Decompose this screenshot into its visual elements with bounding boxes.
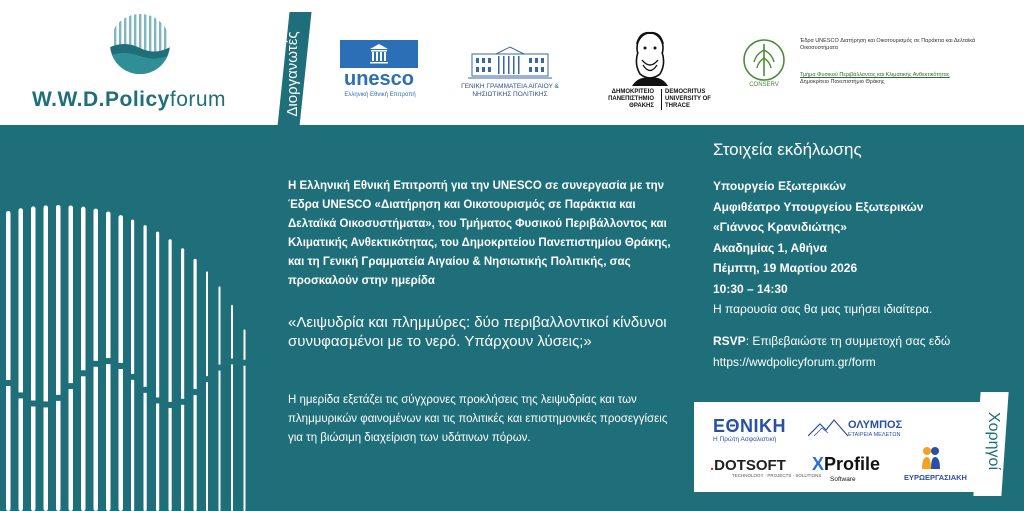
decorative-bar (144, 225, 147, 511)
details-heading: Στοιχεία εκδήλωσης (713, 140, 862, 159)
decorative-bar (219, 286, 221, 511)
sponsors-label: Χορηγοί (985, 411, 1002, 471)
decorative-bar-gap (6, 380, 12, 386)
rsvp-link[interactable]: https://wwdpolicyforum.gr/form (713, 354, 876, 369)
sponsor-olympos-logo: ΟΛΥΜΠΟΣ (848, 419, 903, 431)
decorative-bar-gap (218, 365, 221, 371)
dotsoft-word: DOTSOFT (714, 457, 786, 474)
decorative-bar (6, 211, 11, 511)
conserv-logo-icon (738, 36, 790, 88)
decorative-bar-gap (231, 358, 234, 364)
wwd-logo-icon (108, 12, 172, 76)
sponsor-ethniki-tagline: Η Πρώτη Ασφαλιστική (713, 436, 777, 443)
decorative-bar-gap (193, 389, 197, 395)
brand-suffix: forum (169, 88, 227, 111)
organizers-label: Διοργανωτές (284, 31, 301, 117)
ministry-building-icon (462, 44, 558, 84)
decorative-bar-gap (31, 401, 37, 407)
dotsoft-dot: . (710, 457, 715, 474)
decorative-bar-gap (181, 399, 185, 405)
sponsor-ethniki-logo: ΕΘΝΙΚΗ (713, 416, 787, 436)
decorative-bar (231, 305, 233, 511)
decorative-bar (131, 220, 134, 511)
profile-x-mark: X (812, 454, 825, 474)
event-time: 10:30 – 14:30 (713, 281, 788, 296)
euroergasiaki-icon (918, 445, 944, 471)
department-text (800, 72, 1000, 86)
department-university: Δημοκρίτειο Πανεπιστήμιο Θράκης (800, 79, 885, 85)
conserv-wordmark: CONSERV (749, 82, 779, 88)
ministry-name: ΓΕΝΙΚΗ ΓΡΑΜΜΑΤΕΙΑ ΑΙΓΑΙΟΥ & ΝΗΣΙΩΤΙΚΗΣ ΠΟΛΙΤΙΚΗΣ (461, 83, 559, 98)
rsvp-block (713, 331, 1003, 372)
brand-strong: Policy (105, 88, 170, 111)
rsvp-text: : Επιβεβαιώστε τη συμμετοχή σας εδώ (745, 334, 951, 348)
event-details (713, 176, 993, 320)
decorative-bar (56, 205, 61, 511)
decorative-bar (181, 248, 184, 511)
decorative-bar-gap (143, 387, 147, 393)
decorative-bar (156, 232, 159, 511)
decorative-bar-gap (43, 401, 49, 407)
sponsor-euroergasiaki-logo: ΕΥΡΩΕΡΓΑΣΙΑΚΗ (904, 473, 967, 482)
mountain-icon (808, 418, 848, 438)
sponsor-profile-tagline: Software (830, 476, 856, 483)
decorative-bar-gap (93, 361, 99, 367)
event-title: «Λειψυδρία και πλημμύρες: δύο περιβαλλοντικοί κίνδυνοι συνυφασμένοι με το νερό. Υπάρχουν λύσεις;» (288, 314, 667, 350)
unesco-wordmark: unesco (343, 68, 415, 90)
sponsor-olympos-tagline: ΕΤΑΙΡΕΙΑ ΜΕΛΕΤΩΝ (848, 432, 901, 438)
decorative-bar-gap (168, 402, 172, 408)
unesco-temple-icon (340, 40, 418, 68)
decorative-bar (44, 205, 49, 511)
rsvp-label: RSVP (713, 334, 746, 348)
event-description: Η ημερίδα εξετάζει τις σύγχρονες προκλήσεις της λειψυδρίας και των πλημμυρικών φαινομένων και τις πολιτικές και επιστημονικές προσεγγίσεις για τη βιώσιμη διαχείριση των υδάτινων πόρων. (288, 394, 668, 444)
venue-address: Ακαδημίας 1, Αθήνα (713, 240, 827, 255)
decorative-bar-gap (56, 395, 62, 401)
venue-line-3: «Γιάννος Κρανιδιώτης» (713, 220, 847, 234)
decorative-bar-gap (106, 358, 112, 364)
profile-word: Profile (824, 454, 881, 474)
decorative-bar (194, 259, 197, 511)
venue-line-2: Αμφιθέατρο Υπουργείου Εξωτερικών (713, 199, 924, 214)
decorative-bar (169, 239, 172, 511)
democritus-name-english: DEMOCRITUS UNIVERSITY OF THRACE (661, 89, 711, 110)
unesco-chair-text: Έδρα UNESCO Διατήρηση και Οικοτουρισμός σε Παράκτια και Δελταϊκά Οικοσυστήματα (800, 38, 976, 51)
decorative-bar (244, 329, 246, 511)
decorative-bar (69, 205, 74, 511)
unesco-subtitle: Ελληνική Εθνική Επιτροπή (344, 92, 416, 98)
decorative-bar (206, 271, 208, 511)
democritus-bust-icon (628, 30, 672, 86)
attendance-note: Η παρουσία σας θα μας τιμήσει ιδιαίτερα. (713, 302, 933, 316)
decorative-bar-gap (81, 370, 87, 376)
sponsor-dotsoft-tagline: TECHNOLOGY · PROJECTS · SOLUTIONS (732, 473, 822, 478)
decorative-bar (19, 208, 24, 511)
decorative-bar-gap (243, 360, 246, 366)
brand-prefix: W.W.D. (32, 88, 105, 111)
sponsor-profile-logo (812, 454, 880, 475)
decorative-bar-gap (206, 376, 209, 382)
decorative-bar (81, 207, 86, 511)
decorative-bar (31, 206, 36, 511)
decorative-bar-gap (68, 383, 74, 389)
democritus-name-greek: ΔΗΜΟΚΡΙΤΕΙΟ ΠΑΝΕΠΙΣΤΗΜΙΟ ΘΡΑΚΗΣ (608, 89, 654, 109)
decorative-bar-gap (118, 363, 124, 369)
invitation-intro: Η Ελληνική Εθνική Επιτροπή για την UNESCO σε συνεργασία με την Έδρα UNESCO «Διατήρηση και Οικοτουρισμός σε Παράκτια και Δελταϊκά Οικοσυστήματα», του Τμήματος Φυσικού Περιβάλλοντος και Κλιματικής Ανθεκτικότητας, του Δημοκριτείου Πανεπιστημίου Θράκης, και τη Γενική Γραμματεία Αιγαίου & Νησιωτικής Πολιτικής, σας προσκαλούν στην ημερίδα (288, 180, 671, 287)
decorative-bar-gap (156, 397, 160, 403)
event-date: Πέμπτη, 19 Μαρτίου 2026 (713, 261, 858, 275)
sponsor-dotsoft-logo (710, 457, 786, 474)
decorative-bar-gap (131, 374, 135, 380)
decorative-bar-gap (18, 392, 24, 398)
venue-line-1: Υπουργείο Εξωτερικών (713, 179, 847, 193)
wwd-brand-name (32, 88, 226, 112)
decorative-bar (94, 209, 99, 511)
decorative-bars-graphic (0, 150, 270, 511)
department-link[interactable]: Τμήμα Φυσικού Περιβάλλοντος και Κλιματικής Ανθεκτικότητας (800, 72, 950, 78)
